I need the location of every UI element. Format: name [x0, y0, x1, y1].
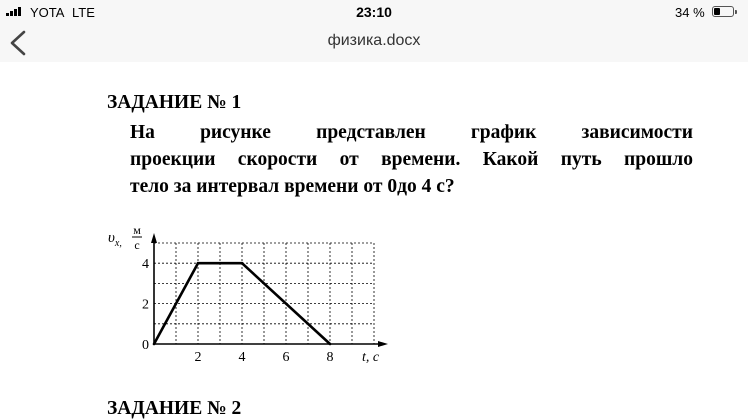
task-1-text-line: проекции скорости от времени. Какой путь прошло [130, 149, 693, 170]
carrier-name: YOTA [30, 5, 65, 20]
y-tick-label: 4 [142, 257, 149, 273]
x-tick-label: 2 [194, 350, 202, 365]
data-point [153, 343, 156, 346]
y-axis-unit-numerator: м [133, 223, 141, 237]
battery-icon [712, 6, 734, 17]
data-point [241, 262, 244, 265]
x-axis-arrow [378, 341, 388, 347]
navigation-bar [0, 26, 748, 62]
y-tick-label: 2 [142, 297, 149, 313]
x-tick-label: 8 [326, 350, 334, 365]
clock: 23:10 [356, 4, 392, 20]
task-1-text-line: На рисунке представлен график зависимости [130, 122, 693, 143]
velocity-time-graph [100, 222, 400, 372]
y-tick-label: 0 [142, 338, 149, 353]
y-axis-arrow [151, 233, 157, 243]
x-axis-label: t, с [362, 350, 380, 365]
task-1-text-line: тело за интервал времени от 0до 4 с? [130, 176, 455, 197]
x-tick-label: 6 [282, 350, 290, 365]
document-title: физика.docx [327, 32, 421, 49]
task-1-title: ЗАДАНИЕ № 1 [107, 92, 242, 113]
task-1-text [130, 119, 693, 200]
battery-percentage: 34 % [675, 5, 705, 20]
data-point [329, 343, 332, 346]
data-point [197, 262, 200, 265]
x-tick-label: 4 [238, 350, 246, 365]
status-bar [0, 0, 748, 26]
task-2-title: ЗАДАНИЕ № 2 [107, 398, 242, 419]
y-axis-unit-denominator: с [134, 238, 140, 252]
network-type: LTE [72, 5, 95, 20]
y-axis-label: $\upsilon_{x,}$ [108, 230, 122, 249]
document-page [0, 62, 748, 420]
